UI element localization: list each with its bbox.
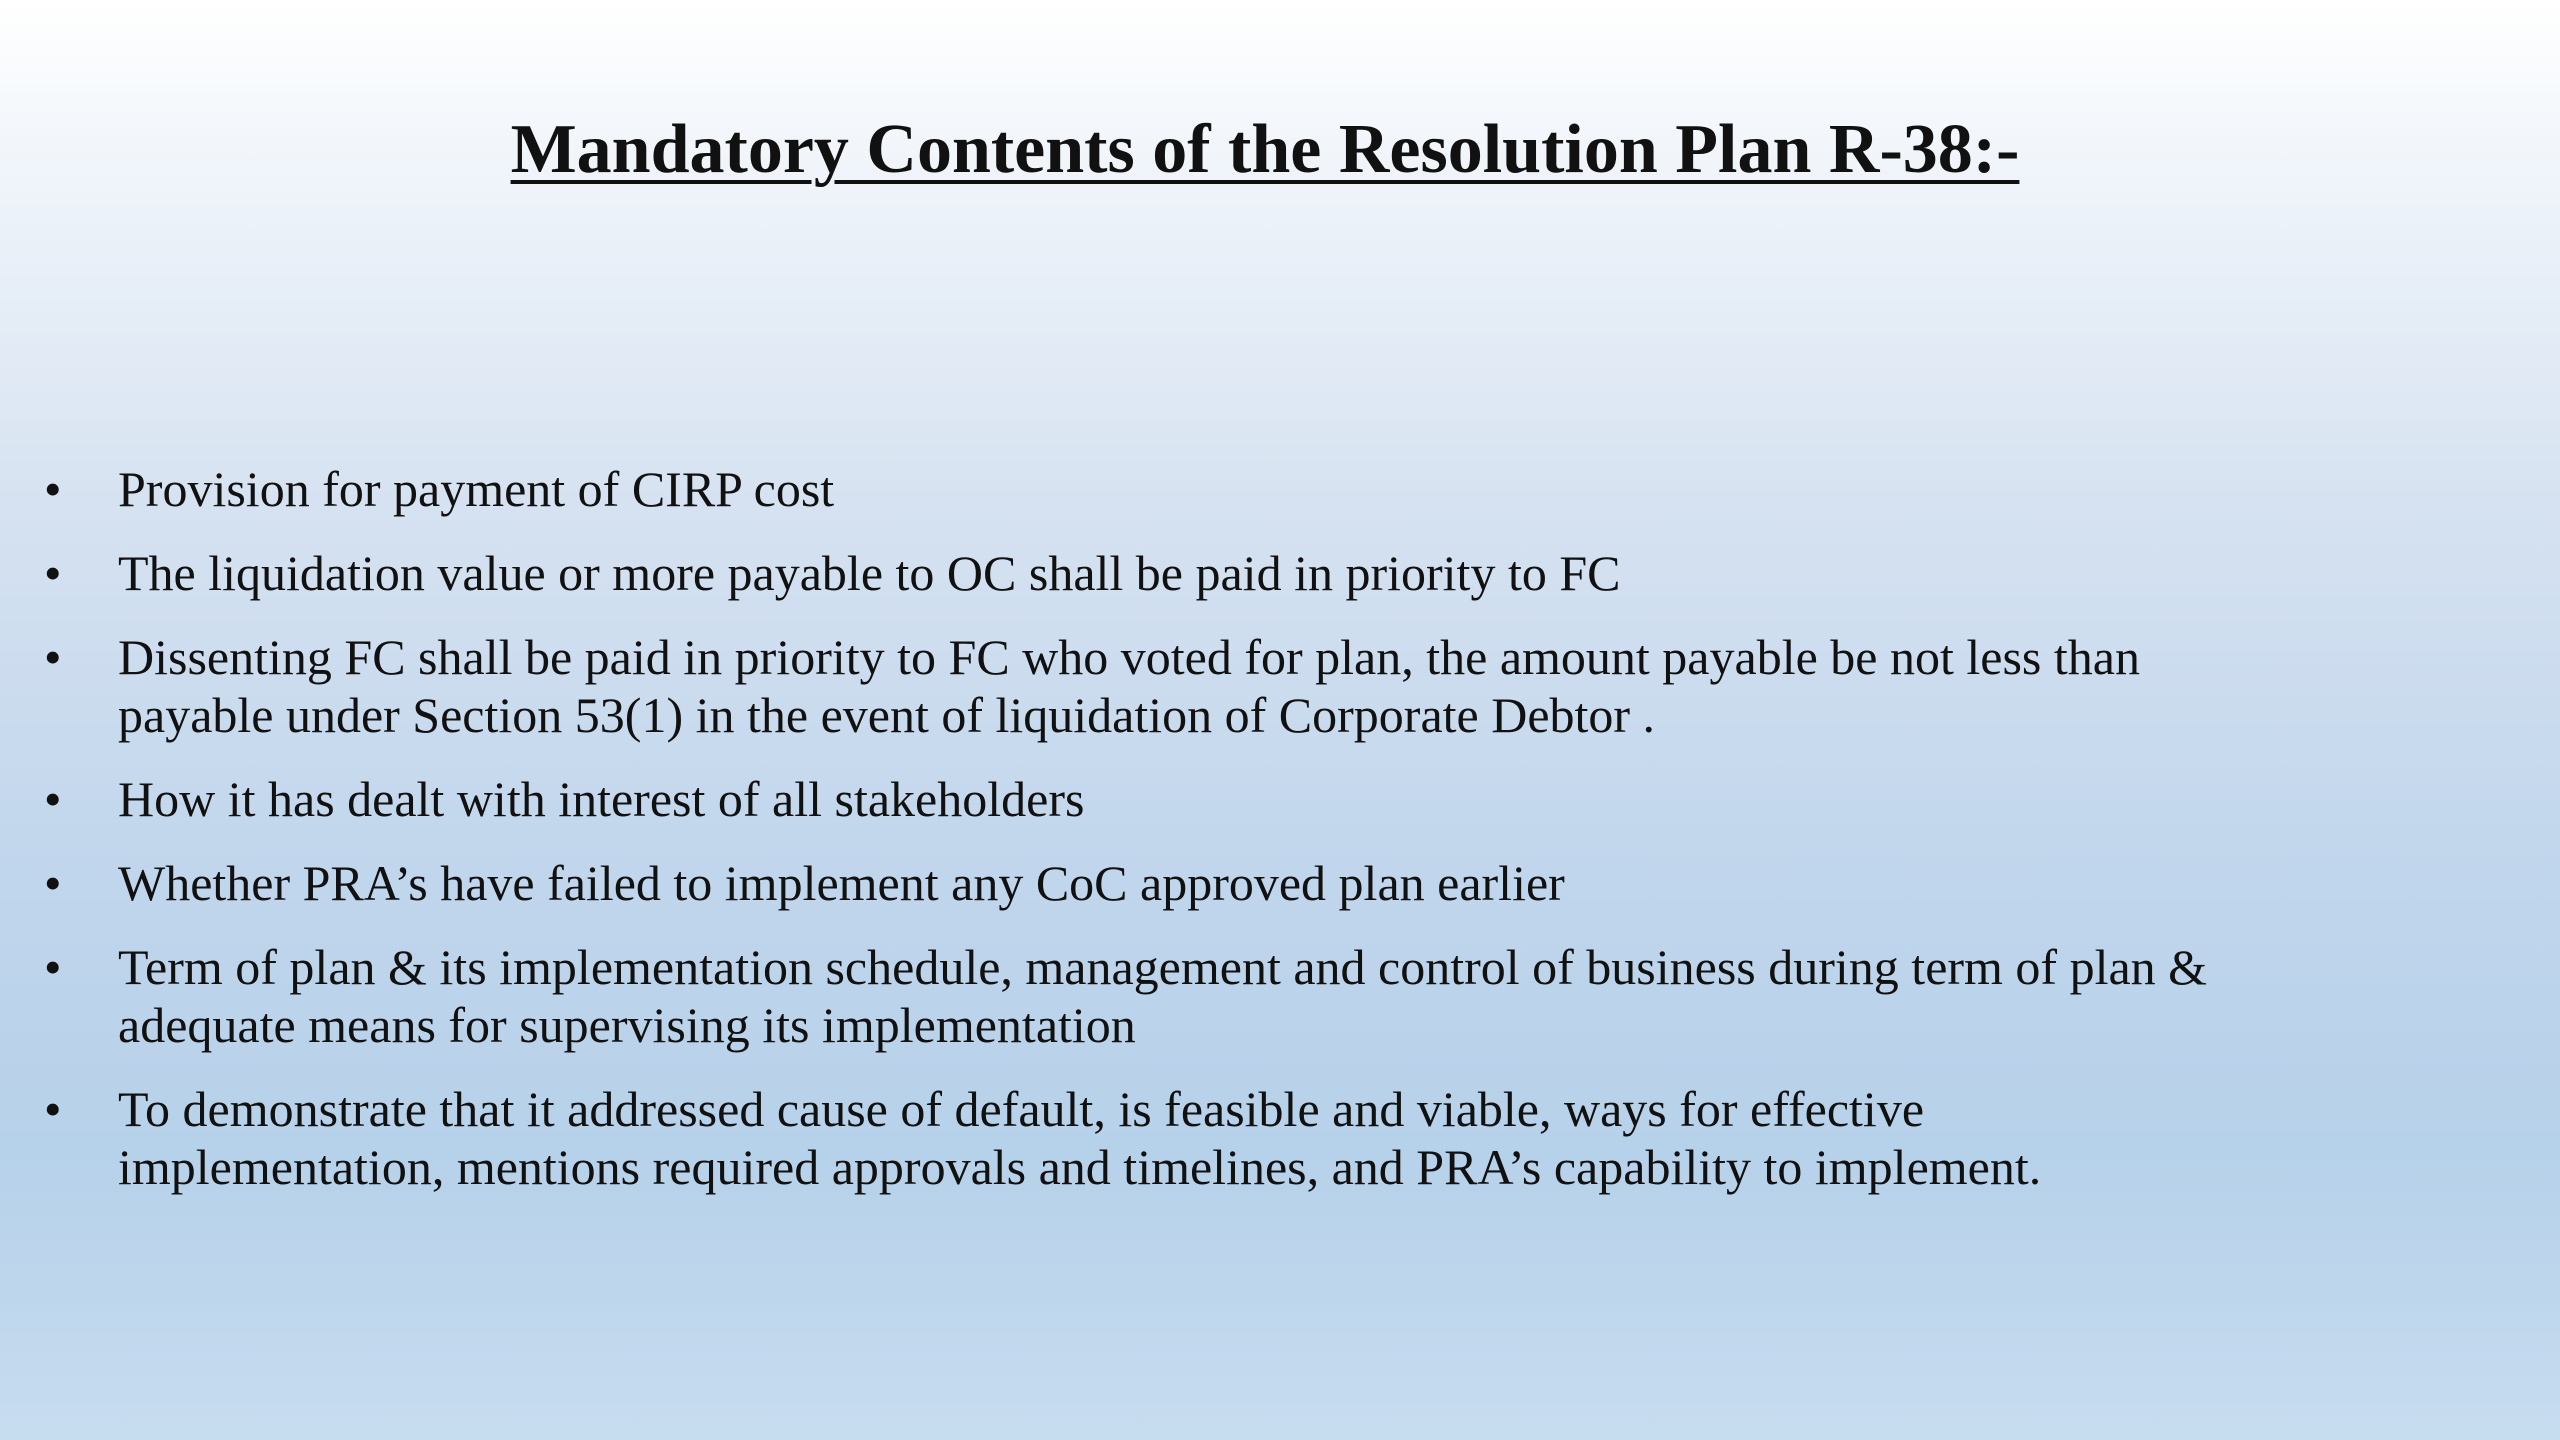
bullet-marker-icon: •: [44, 545, 62, 601]
bullet-text: How it has dealt with interest of all stakeholders: [118, 771, 1085, 827]
bullet-item: [0, 854, 2250, 912]
bullet-item: [0, 460, 2250, 518]
bullet-text: Term of plan & its implementation schedule, management and control of business during term of plan & adequate means for supervising its implementation: [118, 939, 2220, 1053]
bullet-text: Provision for payment of CIRP cost: [118, 461, 835, 517]
bullet-text: Dissenting FC shall be paid in priority to FC who voted for plan, the amount payable be not less than payable under Section 53(1) in the event of liquidation of Corporate Debtor .: [118, 629, 2165, 743]
bullet-text: To demonstrate that it addressed cause of default, is feasible and viable, ways for effective implementation, mentions required approvals and timelines, and PRA’s capability to implement.: [118, 1081, 2042, 1195]
bullet-marker-icon: •: [44, 939, 62, 995]
bullet-item: [0, 1080, 2250, 1196]
bullet-item: [0, 770, 2250, 828]
bullet-list: [0, 460, 2250, 1222]
slide-title: Mandatory Contents of the Resolution Plan R-38:-: [510, 111, 2020, 188]
bullet-marker-icon: •: [44, 461, 62, 517]
bullet-text: Whether PRA’s have failed to implement any CoC approved plan earlier: [118, 855, 1565, 911]
bullet-marker-icon: •: [44, 771, 62, 827]
bullet-item: [0, 544, 2250, 602]
bullet-marker-icon: •: [44, 629, 62, 685]
bullet-marker-icon: •: [44, 1081, 62, 1137]
bullet-item: [0, 628, 2250, 744]
bullet-marker-icon: •: [44, 855, 62, 911]
bullet-item: [0, 938, 2250, 1054]
bullet-text: The liquidation value or more payable to OC shall be paid in priority to FC: [118, 545, 1621, 601]
